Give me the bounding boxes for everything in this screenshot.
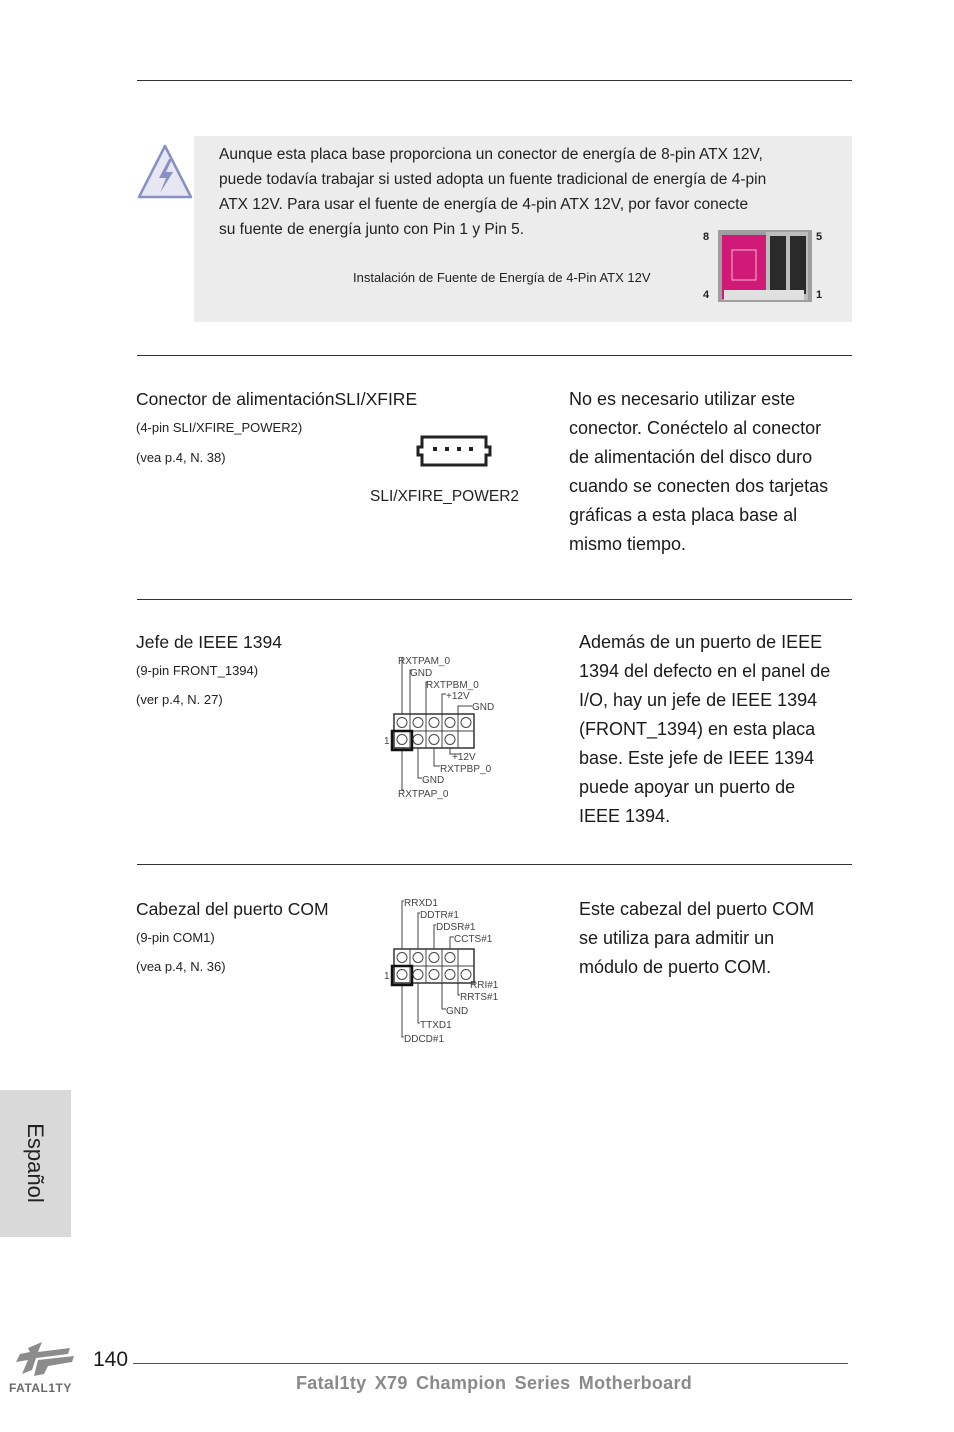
note-caption: Instalación de Fuente de Energía de 4-Pin ATX 12V (353, 270, 651, 285)
language-side-tab (0, 1090, 71, 1237)
section-title-com: Cabezal del puerto COM (136, 899, 329, 919)
ieee-pin-top-3: +12V (446, 691, 470, 702)
section-desc-com: Este cabezal del puerto COM se utiliza para admitir un módulo de puerto COM. (579, 899, 815, 977)
ieee-pin-bottom-0: +12V (452, 752, 476, 763)
page-number: 140 (93, 1348, 129, 1371)
com-pin-top-3: CCTS#1 (454, 934, 493, 945)
footer-rule (133, 1363, 848, 1364)
section-sub-sli-power: (4-pin SLI/XFIRE_POWER2) (136, 420, 303, 435)
com-pin1-label: 1 (384, 971, 390, 982)
section-desc-sli-power: No es necesario utilizar este conector. Conéctelo al conector de alimentación del disco duro cuando se conecten dos tarjetas gráficas a esta placa base al mismo tiempo. (569, 389, 829, 554)
pin-label-4: 4 (703, 289, 710, 301)
com-pin-diagram (384, 895, 504, 1045)
ieee-pin-top-0: RXTPAM_0 (398, 656, 451, 667)
com-pin-bottom-3: TTXD1 (420, 1020, 452, 1031)
ieee-pin-bottom-1: RXTPBP_0 (440, 764, 492, 775)
pin-label-8: 8 (703, 231, 710, 243)
section-rule-1 (137, 355, 852, 356)
section-rule-2 (137, 599, 852, 600)
section-ref-com: (vea p.4, N. 36) (136, 959, 226, 974)
com-pin-bottom-1: RRTS#1 (460, 992, 499, 1003)
ieee1394-pin-diagram (384, 652, 504, 802)
fatal1ty-logo (8, 1340, 92, 1402)
note-text: Aunque esta placa base proporciona un conector de energía de 8-pin ATX 12V, puede todavía trabajar si usted adopta un fuente tradicional de energía de 4-pin ATX 12V. Para usar el fuente de energía de 4-pin ATX 12V, por favor conecte su fuente de energía junto con Pin 1 y Pin 5. (219, 146, 767, 238)
ieee-pin-top-2: RXTPBM_0 (426, 680, 479, 691)
footer-title: Fatal1ty X79 Champion Series Motherboard (296, 1373, 693, 1393)
com-pin-bottom-4: DDCD#1 (404, 1034, 445, 1045)
ieee-pin-bottom-2: GND (422, 775, 445, 786)
section-desc-ieee1394: Además de un puerto de IEEE 1394 del defecto en el panel de I/O, hay un jefe de IEEE 1394 (FRONT_1394) en esta placa base. Este jefe de IEEE 1394 puede apoyar un puerto de IEEE 1394. (579, 632, 831, 826)
ieee-pin-bottom-3: RXTPAP_0 (398, 789, 449, 800)
fatal1ty-logo-text: FATAL1TY (9, 1381, 72, 1395)
com-pin-bottom-0: RRI#1 (470, 980, 499, 991)
section-ref-ieee1394: (ver p.4, N. 27) (136, 692, 223, 707)
ieee-pin-top-4: GND (472, 702, 495, 713)
section-ref-sli-power: (vea p.4, N. 38) (136, 450, 226, 465)
section-rule-3 (137, 864, 852, 865)
top-rule (137, 80, 852, 81)
sli-power-diagram-label: SLI/XFIRE_POWER2 (370, 488, 520, 505)
section-title-sli-power: Conector de alimentaciónSLI/XFIRE (136, 389, 418, 409)
section-sub-com: (9-pin COM1) (136, 930, 215, 945)
com-pin-top-2: DDSR#1 (436, 922, 476, 933)
language-tab-label: Español (23, 1123, 48, 1203)
com-pin-top-0: RRXD1 (404, 898, 438, 909)
ieee-pin-top-1: GND (410, 668, 433, 679)
com-pin-top-1: DDTR#1 (420, 910, 459, 921)
note-box (194, 136, 852, 322)
atx-connector-photo (718, 230, 812, 302)
pin-label-1: 1 (816, 289, 823, 301)
warning-icon (136, 143, 194, 201)
ieee-pin1-label: 1 (384, 736, 390, 747)
section-title-ieee1394: Jefe de IEEE 1394 (136, 632, 282, 652)
com-pin-bottom-2: GND (446, 1006, 469, 1017)
section-sub-ieee1394: (9-pin FRONT_1394) (136, 663, 259, 678)
pin-label-5: 5 (816, 231, 823, 243)
sli-power-connector-diagram (416, 433, 492, 469)
